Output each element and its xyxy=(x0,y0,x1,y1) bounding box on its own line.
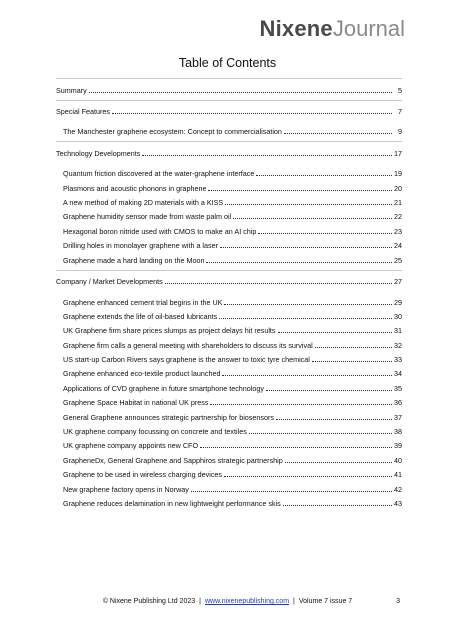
toc-entry-page: 25 xyxy=(394,255,402,265)
copyright-text: © Nixene Publishing Ltd 2023 xyxy=(102,598,196,605)
toc-section-technology-developments[interactable] xyxy=(56,142,402,158)
toc-entry-page: 32 xyxy=(394,340,402,350)
toc-subentry[interactable] xyxy=(56,122,402,136)
toc-section-summary[interactable] xyxy=(56,79,402,95)
toc-entry-page: 29 xyxy=(394,297,402,307)
dot-leader xyxy=(208,190,392,191)
toc-subentry[interactable] xyxy=(56,236,402,250)
toc-subentry[interactable] xyxy=(56,178,402,192)
toc-entry-page: 22 xyxy=(394,212,402,222)
toc-subentry[interactable] xyxy=(56,250,402,264)
page-footer xyxy=(0,598,455,605)
toc-entry-title: Graphene made a hard landing on the Moon xyxy=(63,255,205,265)
toc-entry-page: 41 xyxy=(394,470,402,480)
dot-leader xyxy=(233,218,392,219)
toc-entry-title: Graphene to be used in wireless charging devices xyxy=(63,470,223,480)
dot-leader xyxy=(284,133,392,134)
toc-subentry[interactable] xyxy=(56,193,402,207)
toc-subentry[interactable] xyxy=(56,479,402,493)
dot-leader xyxy=(206,262,392,263)
toc-entry-title: Graphene enhanced eco-textile product launched xyxy=(63,369,221,379)
toc-entry-title: Quantum friction discovered at the water-graphene interface xyxy=(63,169,255,179)
toc-entry-page: 40 xyxy=(394,455,402,465)
dot-leader xyxy=(315,347,392,348)
page-number: 3 xyxy=(396,598,400,605)
dot-leader xyxy=(224,304,392,305)
toc-entry-title: UK graphene company appoints new CFO xyxy=(63,441,199,451)
toc-entry-title: US start-up Carbon Rivers says graphene is the answer to toxic tyre chemical xyxy=(63,355,310,365)
toc-entry-title: Company / Market Developments xyxy=(56,277,163,287)
dot-leader xyxy=(191,491,392,492)
logo-brand-bold: Nixene xyxy=(259,16,333,41)
toc-entry-title: Graphene firm calls a general meeting with shareholders to discuss its survival xyxy=(63,340,313,350)
toc-entry-page: 24 xyxy=(394,241,402,251)
toc-subentry[interactable] xyxy=(56,407,402,421)
toc-subentry[interactable] xyxy=(56,164,402,178)
toc-entry-page: 30 xyxy=(394,311,402,321)
dot-leader xyxy=(225,204,392,205)
toc-entry-page: 23 xyxy=(394,226,402,236)
toc-entry-page: 9 xyxy=(398,127,402,137)
toc-subentry[interactable] xyxy=(56,350,402,364)
footer-separator: | xyxy=(293,598,295,605)
dot-leader xyxy=(249,433,392,434)
toc-title: Table of Contents xyxy=(178,56,277,70)
toc-entry-page: 39 xyxy=(394,441,402,451)
toc-subentry[interactable] xyxy=(56,465,402,479)
toc-entry-title: Technology Developments xyxy=(56,148,141,158)
toc-subentry[interactable] xyxy=(56,221,402,235)
toc-entry-page: 37 xyxy=(394,412,402,422)
toc-entry-page: 5 xyxy=(398,85,402,95)
dot-leader xyxy=(283,505,392,506)
toc-subentry[interactable] xyxy=(56,321,402,335)
journal-logo xyxy=(259,18,405,40)
toc-entry-page: 43 xyxy=(394,498,402,508)
toc-entry-title: Summary xyxy=(56,85,87,95)
dot-leader xyxy=(278,332,392,333)
dot-leader xyxy=(210,404,392,405)
logo-brand-light: Journal xyxy=(332,16,405,41)
toc-entry-page: 34 xyxy=(394,369,402,379)
dot-leader xyxy=(266,390,392,391)
toc-entry-title: Graphene extends the life of oil-based lubricants xyxy=(63,311,218,321)
dot-leader xyxy=(258,233,392,234)
dot-leader xyxy=(224,476,392,477)
toc-subentry[interactable] xyxy=(56,494,402,508)
toc-subentry[interactable] xyxy=(56,364,402,378)
toc-entry-page: 7 xyxy=(398,107,402,116)
toc-entry-title: General Graphene announces strategic partnership for biosensors xyxy=(63,412,274,422)
toc-entry-title: Hexagonal boron nitride used with CMOS to make an AI chip xyxy=(63,226,257,236)
toc-entry-title: Plasmons and acoustic phonons in graphene xyxy=(63,183,207,193)
toc-entry-page: 38 xyxy=(394,427,402,437)
toc-section-company-market-developments[interactable] xyxy=(56,271,402,287)
toc-entry-page: 35 xyxy=(394,383,402,393)
dot-leader xyxy=(112,113,392,114)
toc-entry-page: 21 xyxy=(394,198,402,208)
table-of-contents xyxy=(56,78,402,508)
dot-leader xyxy=(165,283,392,284)
toc-entry-title: UK Graphene firm share prices slumps as project delays hit results xyxy=(63,326,276,336)
website-link[interactable]: www.nixenepublishing.com xyxy=(204,598,290,605)
toc-subentry[interactable] xyxy=(56,207,402,221)
toc-subentry[interactable] xyxy=(56,378,402,392)
toc-entry-title: Graphene reduces delamination in new lightweight performance skis xyxy=(63,498,281,508)
dot-leader xyxy=(219,318,392,319)
toc-entry-title: GrapheneDx, General Graphene and Sapphiros strategic partnership xyxy=(63,455,283,465)
toc-entry-title: Graphene humidity sensor made from waste palm oil xyxy=(63,212,232,222)
toc-entry-page: 36 xyxy=(394,398,402,408)
dot-leader xyxy=(89,92,392,93)
toc-subentry[interactable] xyxy=(56,335,402,349)
toc-subentry[interactable] xyxy=(56,450,402,464)
dot-leader xyxy=(222,375,392,376)
dot-leader xyxy=(312,361,392,362)
dot-leader xyxy=(276,419,392,420)
toc-entry-page: 19 xyxy=(394,169,402,179)
toc-subentry[interactable] xyxy=(56,307,402,321)
toc-subentry[interactable] xyxy=(56,393,402,407)
toc-entry-title: The Manchester graphene ecosystem: Concept to commercialisation xyxy=(63,127,282,137)
toc-entry-title: Drilling holes in monolayer graphene with a laser xyxy=(63,241,219,251)
footer-separator: | xyxy=(199,598,201,605)
toc-entry-page: 27 xyxy=(394,277,402,287)
toc-entry-page: 17 xyxy=(394,148,402,158)
dot-leader xyxy=(200,447,392,448)
toc-entry-title: Graphene enhanced cement trial begins in the UK xyxy=(63,297,223,307)
toc-entry-title: Applications of CVD graphene in future smartphone technology xyxy=(63,383,264,393)
dot-leader xyxy=(256,175,392,176)
dot-leader xyxy=(285,462,392,463)
toc-entry-page: 42 xyxy=(394,484,402,494)
toc-entry-page: 31 xyxy=(394,326,402,336)
toc-entry-page: 33 xyxy=(394,355,402,365)
toc-entry-page: 20 xyxy=(394,183,402,193)
toc-subentry[interactable] xyxy=(56,292,402,306)
volume-text: Volume 7 issue 7 xyxy=(298,598,353,605)
toc-entry-title: Graphene Space Habitat in national UK press xyxy=(63,398,209,408)
toc-subentry[interactable] xyxy=(56,422,402,436)
toc-section-special-features[interactable] xyxy=(56,101,402,117)
dot-leader xyxy=(142,155,392,156)
toc-entry-title: UK graphene company focussing on concrete and textiles xyxy=(63,427,247,437)
toc-entry-title: A new method of making 2D materials with a KISS xyxy=(63,198,224,208)
toc-entry-title: New graphene factory opens in Norway xyxy=(63,484,189,494)
toc-subentry[interactable] xyxy=(56,436,402,450)
toc-entry-title: Special Features xyxy=(56,107,110,116)
dot-leader xyxy=(220,247,392,248)
